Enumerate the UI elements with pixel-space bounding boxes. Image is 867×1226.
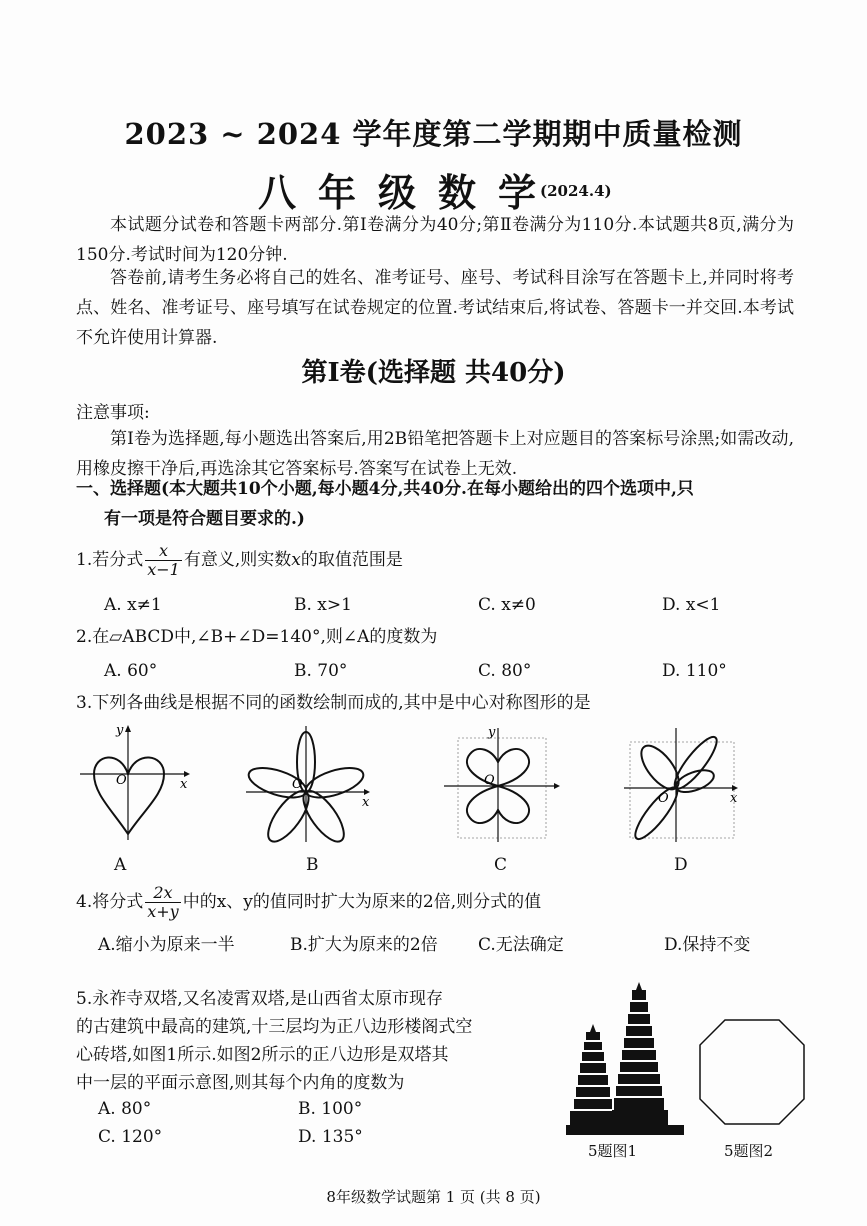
exam-title: 2023 ~ 2024 学年度第二学期期中质量检测 xyxy=(124,117,743,151)
q5-option-d: D. 135° xyxy=(298,1127,363,1147)
q4-fraction xyxy=(145,884,180,921)
part-heading-line1: 一、选择题(本大题共10个小题,每小题4分,共40分.在每小题给出的四个选项中,只 xyxy=(76,479,694,499)
q1-fraction xyxy=(145,542,182,579)
question-1 xyxy=(76,540,403,580)
q3a-y-arrow xyxy=(125,725,131,732)
q5-pagoda-right xyxy=(608,982,684,1135)
exam-date: (2024.4) xyxy=(540,182,612,200)
q3d-grid-frame xyxy=(630,742,734,838)
q5-pagoda-figure xyxy=(560,980,690,1136)
q1-var: x xyxy=(291,550,301,570)
q5-option-b: B. 100° xyxy=(298,1099,363,1119)
q5-octagon-figure xyxy=(692,1012,812,1132)
q2-option-a: A. 60° xyxy=(104,661,158,681)
q3-figure-b xyxy=(240,722,380,846)
q3c-x-arrow xyxy=(554,783,560,789)
q3-figure-d xyxy=(620,722,750,846)
q1-option-d: D. x<1 xyxy=(662,595,721,615)
q5-line-1: 5.永祚寺双塔,又名凌霄双塔,是山西省太原市现存 xyxy=(76,989,444,1009)
q4-option-b: B.扩大为原来的2倍 xyxy=(290,935,438,955)
q5-octagon xyxy=(700,1020,804,1124)
q3a-origin: O xyxy=(116,773,127,788)
q1-option-b: B. x>1 xyxy=(294,595,352,615)
q3b-x-label: x xyxy=(362,795,370,810)
q3a-x-label: x xyxy=(180,777,188,792)
q4-frac-num: 2x xyxy=(145,884,180,903)
q5-line-2: 的古建筑中最高的建筑,十三层均为正八边形楼阁式空 xyxy=(76,1017,473,1037)
q1-post: 有意义,则实数 xyxy=(183,550,292,570)
q3c-y-label: y xyxy=(488,725,496,740)
question-2: 2.在▱ABCD中,∠B+∠D=140°,则∠A的度数为 xyxy=(76,627,438,647)
q1-pre: 1.若分式 xyxy=(76,550,144,570)
intro-paragraph-1: 本试题分试卷和答题卡两部分.第Ⅰ卷满分为40分;第Ⅱ卷满分为110分.本试题共8页,满分为150分.考试时间为120分钟. xyxy=(76,215,794,265)
q1-frac-num: x xyxy=(145,542,182,561)
part-heading-line2: 有一项是符合题目要求的.) xyxy=(104,509,305,529)
q4-frac-den: x+y xyxy=(147,902,179,921)
page-footer: 8年级数学试题第 1 页 (共 8 页) xyxy=(326,1188,541,1206)
q1-post2: 的取值范围是 xyxy=(300,550,403,570)
q2-option-d: D. 110° xyxy=(662,661,727,681)
q2-option-b: B. 70° xyxy=(294,661,348,681)
q5-fig1-caption: 5题图1 xyxy=(588,1142,638,1160)
q3-label-d: D xyxy=(674,855,688,875)
q1-option-c: C. x≠0 xyxy=(478,595,536,615)
q2-option-c: C. 80° xyxy=(478,661,532,681)
q3-label-c: C xyxy=(494,855,508,875)
q5-option-a: A. 80° xyxy=(98,1099,152,1119)
q3c-origin: O xyxy=(484,773,495,788)
q3a-heart-curve xyxy=(94,757,164,834)
q4-post: 中的x、y的值同时扩大为原来的2倍,则分式的值 xyxy=(182,892,542,912)
q1-option-a: A. x≠1 xyxy=(104,595,162,615)
q5-option-c: C. 120° xyxy=(98,1127,163,1147)
notice-text: 第Ⅰ卷为选择题,每小题选出答案后,用2B铅笔把答题卡上对应题目的答案标号涂黑;如需改动,用橡皮擦干净后,再选涂其它答案标号.答案写在试卷上无效. xyxy=(76,429,794,479)
q5-line-4: 中一层的平面示意图,则其每个内角的度数为 xyxy=(76,1073,405,1093)
q1-frac-den: x−1 xyxy=(147,560,180,579)
q3a-y-label: y xyxy=(116,723,124,738)
q4-option-d: D.保持不变 xyxy=(664,935,751,955)
q4-option-c: C.无法确定 xyxy=(478,935,564,955)
question-4 xyxy=(76,882,541,922)
q3-figure-c xyxy=(436,722,566,846)
q3-label-b: B xyxy=(306,855,319,875)
q3b-origin: O xyxy=(292,777,303,792)
q3-label-a: A xyxy=(114,855,127,875)
q3d-x-label: x xyxy=(730,791,738,806)
q4-pre: 4.将分式 xyxy=(76,892,144,912)
intro-paragraph-2: 答卷前,请考生务必将自己的姓名、准考证号、座号、考试科目涂写在答题卡上,并同时将考点、姓名、准考证号、座号填写在试卷规定的位置.考试结束后,将试卷、答题卡一并交回.本考试不允许使用计算器. xyxy=(76,268,794,348)
section-title: 第Ⅰ卷(选择题 共40分) xyxy=(301,358,566,388)
q4-option-a: A.缩小为原来一半 xyxy=(98,935,235,955)
q3-figure-a xyxy=(76,722,196,846)
q3d-origin: O xyxy=(658,791,669,806)
notice-label: 注意事项: xyxy=(76,403,150,423)
q5-fig2-caption: 5题图2 xyxy=(724,1142,774,1160)
q5-line-3: 心砖塔,如图1所示.如图2所示的正八边形是双塔其 xyxy=(76,1045,449,1065)
subject-title: 八年级数学 xyxy=(258,170,559,215)
question-3: 3.下列各曲线是根据不同的函数绘制而成的,其中是中心对称图形的是 xyxy=(76,693,591,713)
